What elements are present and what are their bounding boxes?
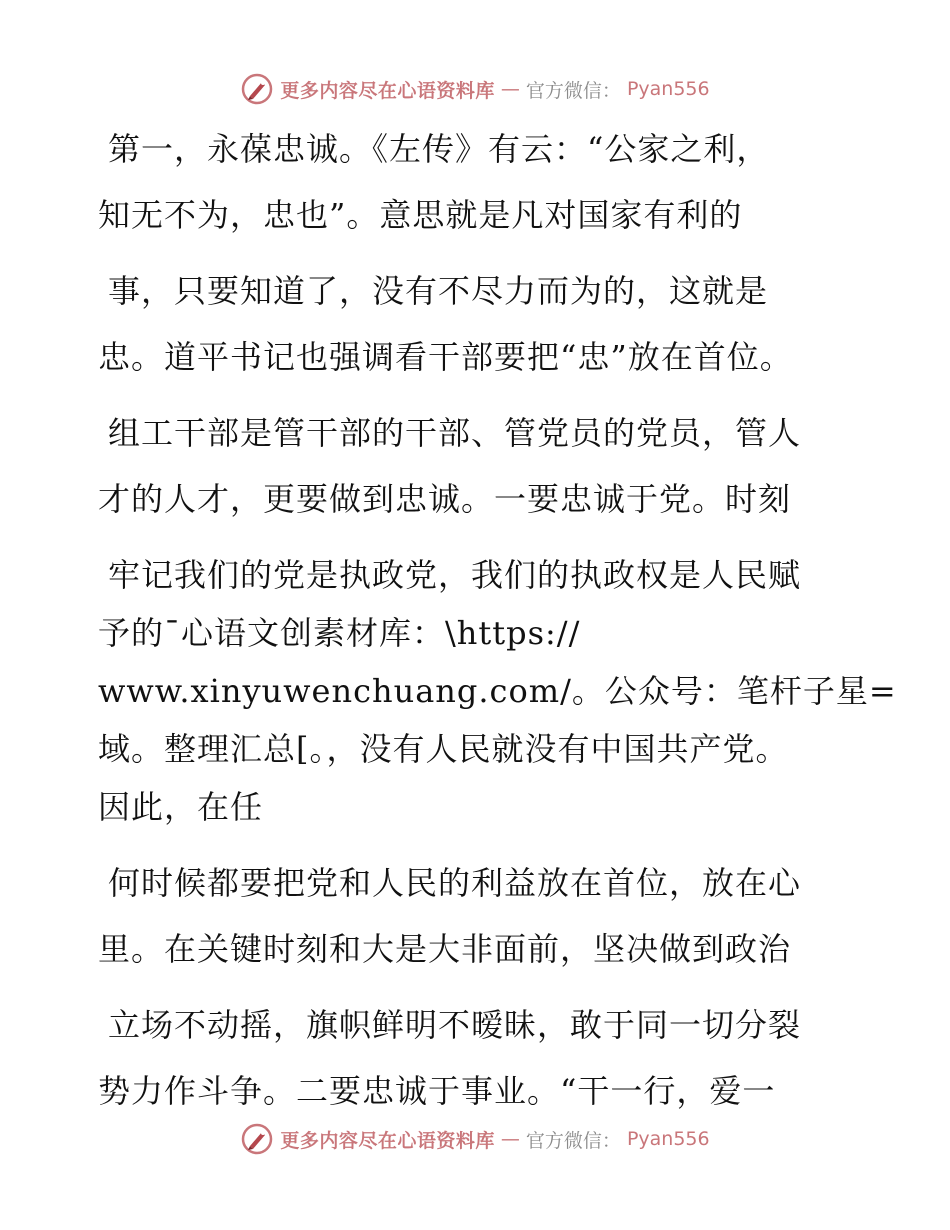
text-line: 立场不动摇，旗帜鲜明不暧昧，敢于同一切分裂 (108, 1006, 802, 1044)
watermark-text: 更多内容尽在心语资料库 (280, 1129, 495, 1152)
text-line: 势力作斗争。二要忠诚于事业。“干一行，爱一 (98, 1072, 776, 1110)
watermark-dash: — (500, 78, 520, 100)
footer-watermark (0, 1122, 950, 1156)
text-line: 因此，在任 (98, 788, 264, 826)
text-line: www.xinyuwenchuang.com/。公众号：笔杆子星= (98, 672, 897, 710)
watermark-dash: — (500, 1128, 520, 1150)
document-body (98, 120, 897, 1120)
text-line: 予的¯心语文创素材库：\https:// (98, 614, 581, 652)
header-watermark (0, 72, 950, 106)
text-line: 何时候都要把党和人民的利益放在首位，放在心 (108, 864, 802, 902)
text-line: 域。整理汇总[。，没有人民就没有中国共产党。 (98, 730, 789, 768)
watermark-text: 更多内容尽在心语资料库 (280, 79, 495, 102)
watermark-id: Pyan556 (626, 1128, 710, 1150)
pen-nib-logo-icon (240, 72, 274, 106)
text-line: 忠。道平书记也强调看干部要把“忠”放在首位。 (98, 338, 793, 376)
pen-nib-logo-icon (240, 1122, 274, 1156)
watermark-label: 官方微信： (525, 1129, 621, 1152)
watermark-label: 官方微信： (525, 79, 621, 102)
text-line: 才的人才，更要做到忠诚。一要忠诚于党。时刻 (98, 480, 792, 518)
text-line: 事，只要知道了，没有不尽力而为的，这就是 (108, 272, 769, 310)
text-line: 第一，永葆忠诚。《左传》有云：“公家之利， (108, 130, 770, 168)
text-line: 牢记我们的党是执政党，我们的执政权是人民赋 (108, 556, 802, 594)
watermark-id: Pyan556 (626, 78, 710, 100)
text-line: 组工干部是管干部的干部、管党员的党员，管人 (108, 414, 802, 452)
text-line: 知无不为，忠也”。意思就是凡对国家有利的 (98, 196, 743, 234)
text-line: 里。在关键时刻和大是大非面前，坚决做到政治 (98, 930, 792, 968)
